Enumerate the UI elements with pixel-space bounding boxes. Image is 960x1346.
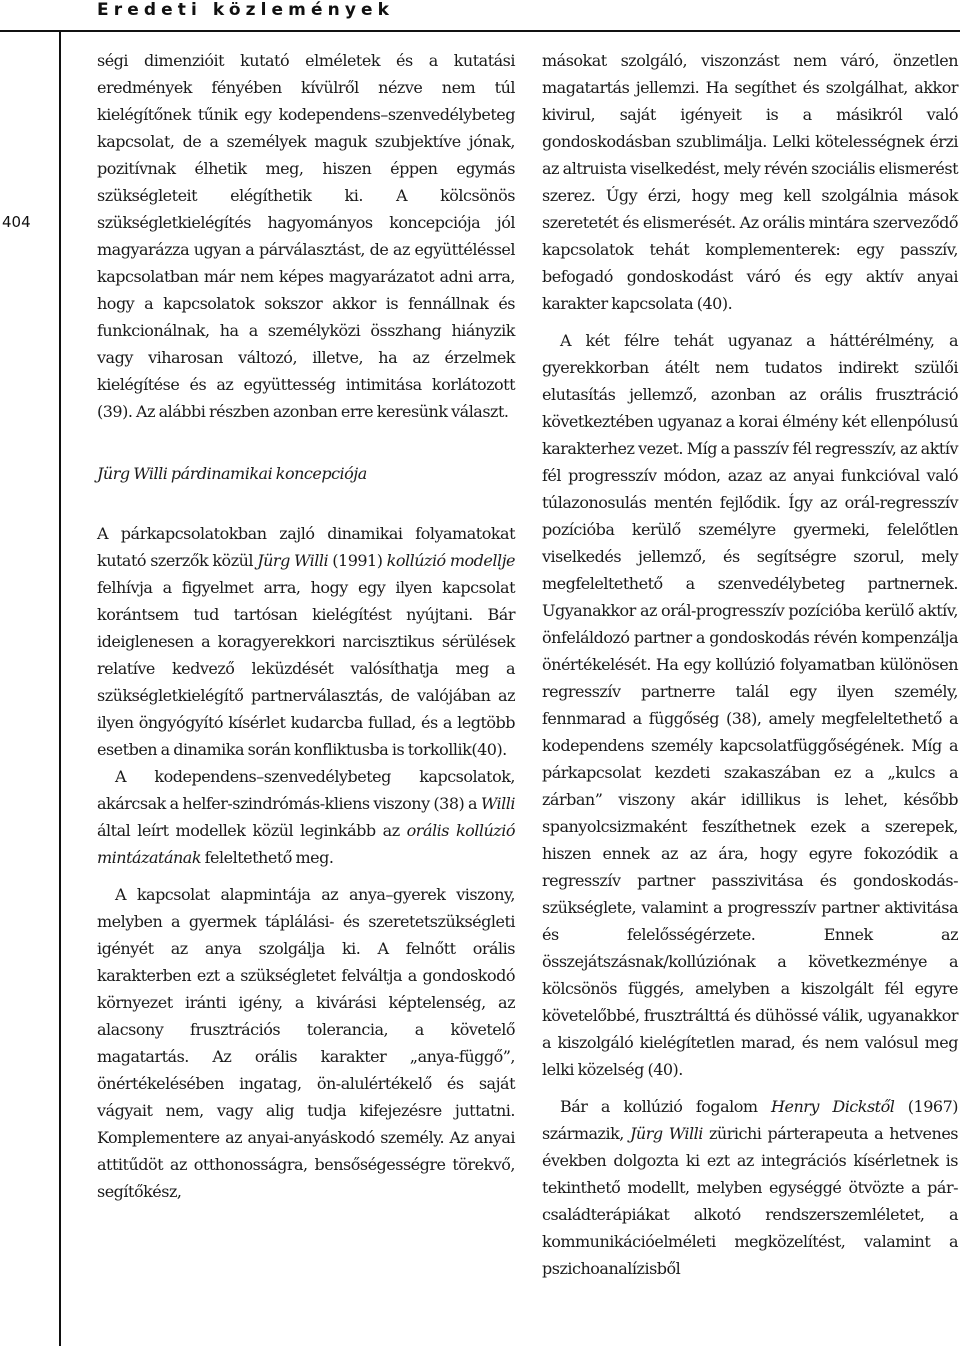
left-column (97, 47, 515, 1205)
paragraph: A párkapcsolatokban zajló dinamikai folyamatokat kutató szerzők közül Jürg Willi (1991) kollúzió modellje felhívja a figyelmet arra, hogy egy ilyen kapcsolat korántsem tud tartósan kielégítést nyújtani. Bár ideiglenesen a koragyerekkori narcisztikus sérülések relatíve kedvező leküzdését valósíthatja meg a szükségletkielégítő partnerválasztás, de valójában az ilyen öngyógyító kísérlet kudarcba fullad, és a legtöbb esetben a dinamika során konfliktusba is torkollik(40). (97, 524, 516, 759)
paragraph: másokat szolgáló, viszonzást nem váró, önzetlen magatartás jellemzi. Ha segíthet és szolgálhat, akkor kivirul, saját igényeit is a másikról való gondoskodásban szublimálja. Lelki kötelességnek érzi az altruista viselkedést, mely révén szociális elismerést szerez. Úgy érzi, hogy meg kell szolgálnia mások szeretetét és elismerését. Az orális mintára szerveződő kapcsolatok tehát komplementerek: egy passzív, befogadó gondoskodást váró és egy aktív anyai karakter kapcsolata (40). (542, 51, 958, 313)
right-column (542, 47, 958, 1282)
section-title: Eredeti közlemények (97, 0, 395, 20)
paragraph: Bár a kollúzió fogalom Henry Dickstől (1967) származik, Jürg Willi zürichi párterapeuta a hetvenes években dolgozta ki ezt az integrációs kísérletnek is tekinthető modellt, melyben egységgé ötvözte a pár-családterápiákat alkotó rendszerszemléletet, a kommunikációelméleti megközelítést, valamint a pszichoanalízisből (542, 1097, 959, 1278)
section-heading: Jürg Willi párdinamikai koncepciója (97, 464, 367, 483)
paragraph: A kodependens–szenvedélybeteg kapcsolatok, akárcsak a helfer-szindrómás-kliens viszony (38) a Willi által leírt modellek közül leginkább az orális kollúzió mintázatának feleltethető meg. (97, 767, 515, 867)
paragraph: A kapcsolat alapmintája az anya–gyerek viszony, melyben a gyermek táplálási- és szeretetszükségleti igényét az anya szolgálja ki. A felnőtt orális karakterben ezt a szükségletet felváltja a gondoskodó környezet iránti igény, a kivárási képtelenség, az alacsony frusztrációs tolerancia, a követelő magatartás. Az orális karakter „anya-függő”, önértékelésében ingatag, ön-alulértékelő és saját vágyait nem, vagy alig tudja kifejezésre juttatni. Komplementere az anyai-anyáskodó személy. Az anyai attitűdöt az otthonosságra, bensőségességre törekvő, segítőkész, (97, 885, 515, 1201)
margin-rule (59, 30, 61, 1346)
page-number: 404 (2, 213, 31, 231)
paragraph: ségi dimenzióit kutató elméletek és a kutatási eredmények fényében kívülről nézve nem túl kielégítőnek tűnik egy kodependens–szenvedélybeteg kapcsolat, de a személyek maguk szubjektíve jónak, pozitívnak élhetik meg, hiszen éppen egymás szükségleteit elégíthetik ki. A kölcsönös szükségletkielégítés hagyományos koncepciója jól magyarázza ugyan a párválasztást, de az együttéléssel kapcsolatban már nem képes magyarázatot adni arra, hogy a kapcsolatok sokszor akkor is fennállnak és funkcionálnak, ha a személyközi összhang hiányzik vagy viharosan változó, illetve, ha az érzelmek kielégítése és az együttesség intimitása korlátozott (39). Az alábbi részben azonban erre keresünk választ. (97, 51, 515, 421)
paragraph: A két félre tehát ugyanaz a háttérélmény, a gyerekkorban átélt nem tudatos indirekt szülői elutasítás jellemző, azonban az orális frusztráció következtében ugyanaz a korai élmény két ellenpólusú karakterhez vezet. Míg a passzív fél regresszív, az aktív fél progresszív módon, azaz az anyai funkcióval való túlazonosulás mentén fejlődik. Így az orál-regresszív pozícióba kerülő személyre gyermeki, felelőtlen viselkedés jellemző, és segítségre szorul, mely megfeleltethető a szenvedélybeteg partnernek. Ugyanakkor az orál-progresszív pozícióba kerülő aktív, önfeláldozó partner a gondoskodás révén kompenzálja önértékelését. Ha egy kollúzió folyamatban különösen regresszív partnerre talál egy ilyen személy, fennmarad a függőség (38), amely megfeleltethető a kodependens személy kapcsolatfüggőségének. Míg a párkapcsolat kezdeti szakaszában ez a „kulcs a zárban” viszony akár idillikus is lehet, később spanyolcsizmaként feszíthetnek ezek a szerepek, hiszen ennek az az ára, hogy egyre fokozódik a regresszív partner passzivitása és gondoskodás-szükséglete, valamint a progresszív partner aktivitása és felelősségérzete. Ennek az összejátszásnak/kollúziónak a következménye a kölcsönös függés, amelyben a kiszolgált fél egyre követelőbbé, frusztrálttá és dühössé válik, ugyanakkor a kiszolgáló kielégítetlen marad, és nem valósul meg lelki közelség (40). (542, 331, 958, 1079)
header-rule (0, 30, 960, 32)
